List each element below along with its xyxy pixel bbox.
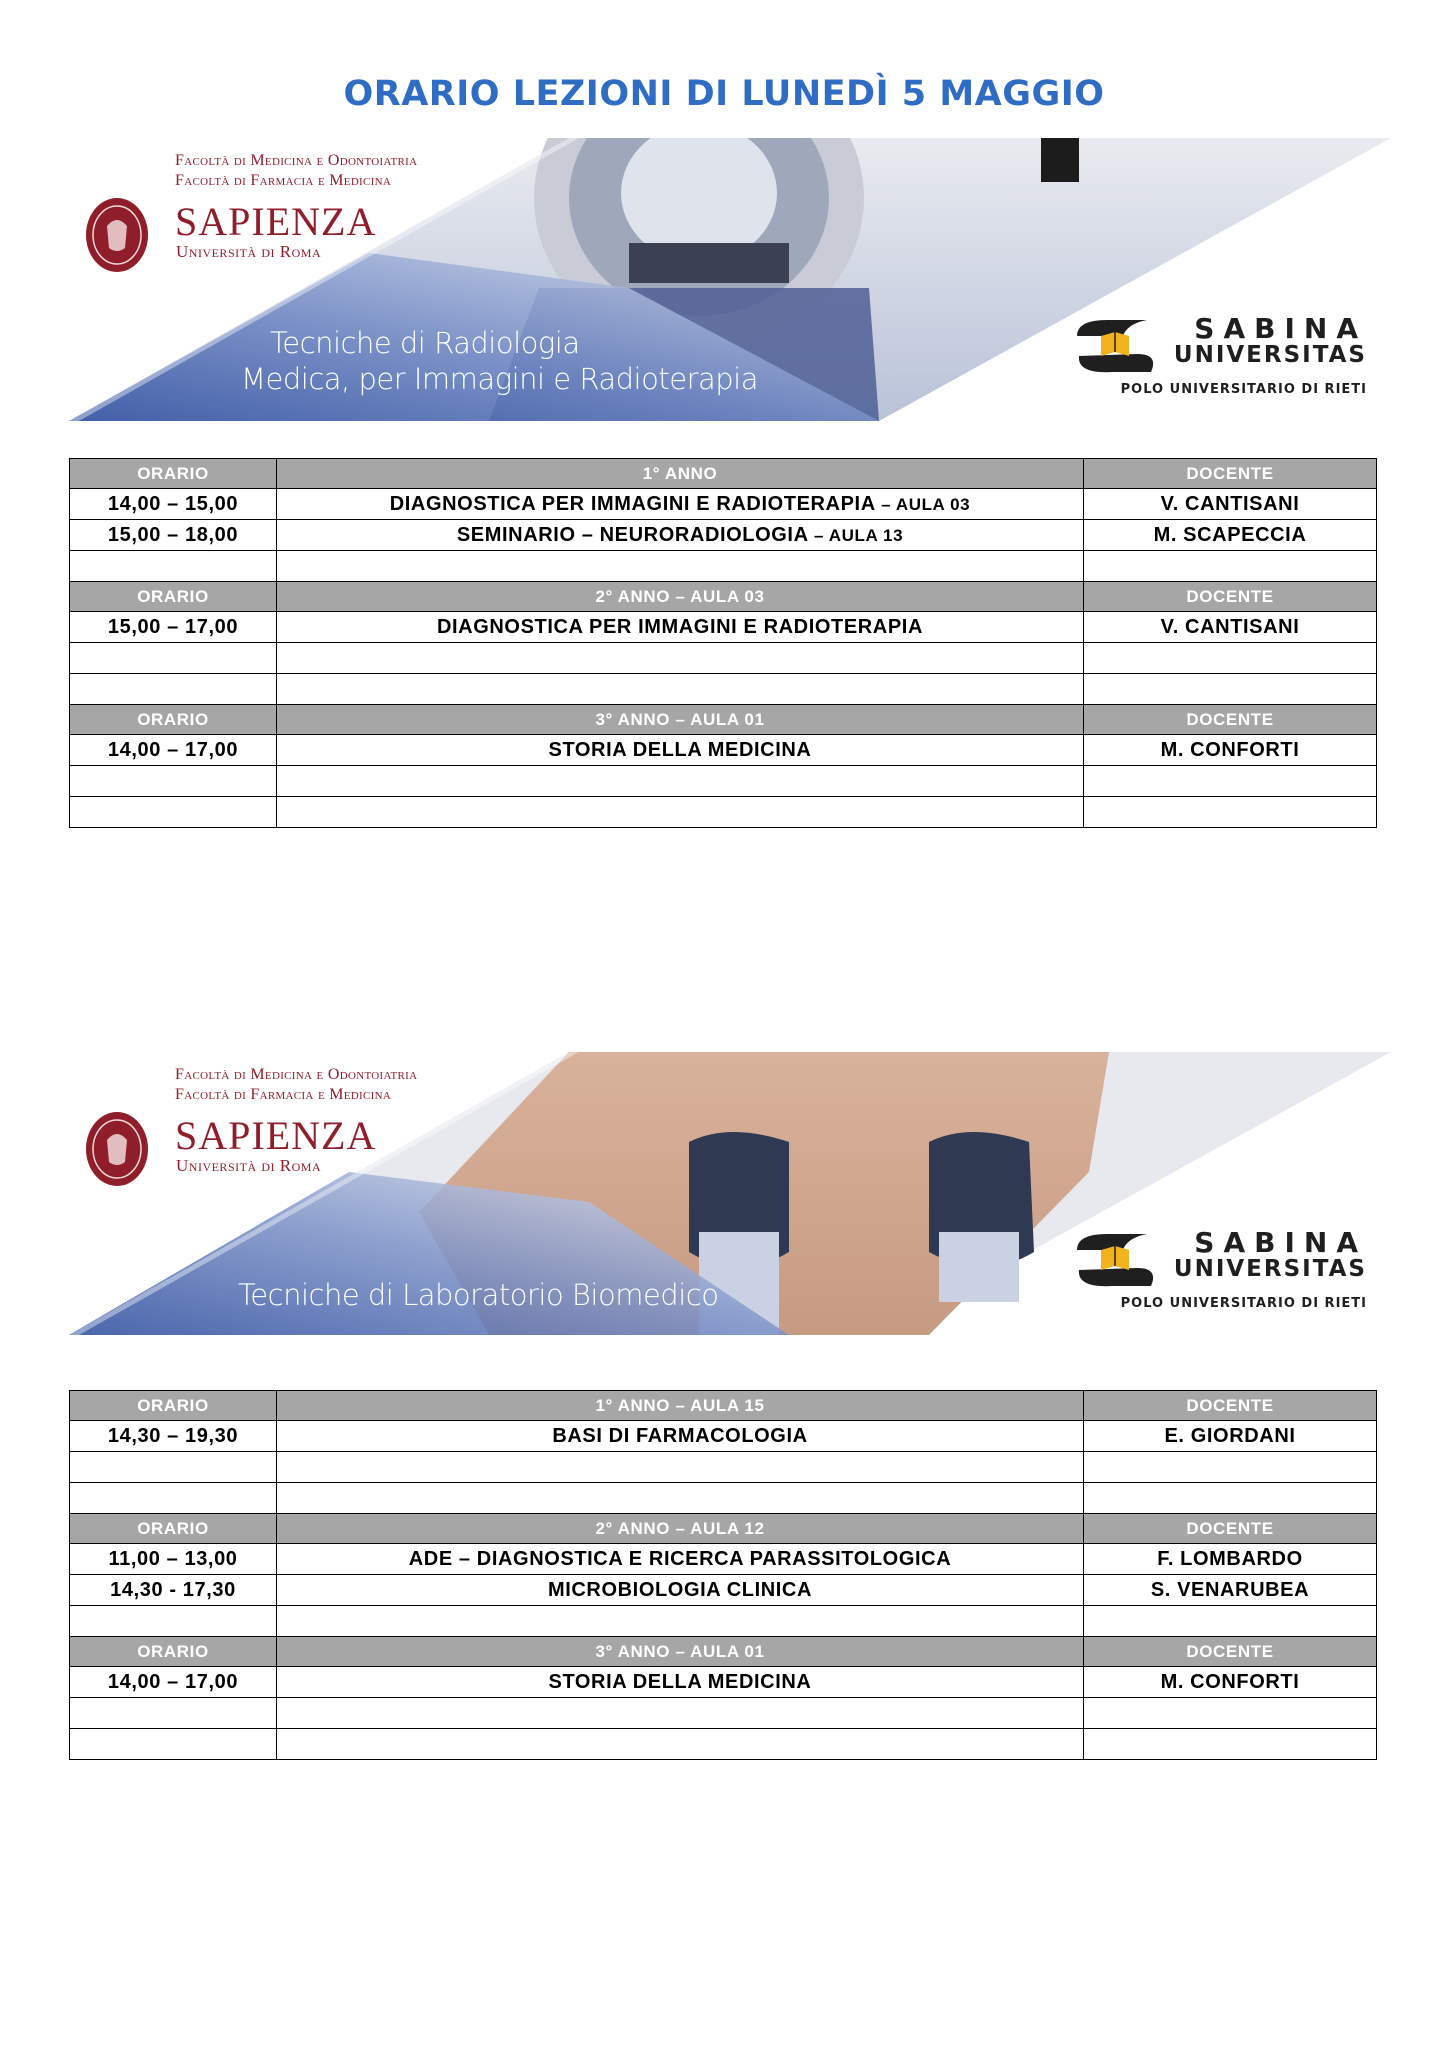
lesson-teacher: M. CONFORTI [1084,735,1377,766]
table-row [70,520,1377,551]
header-year: 3° ANNO – AULA 01 [277,1637,1084,1667]
course-room: – AULA 13 [808,525,904,545]
header-teacher: DOCENTE [1084,1637,1377,1667]
partner-name-1: SABINA [1194,312,1367,345]
course-name-line-1: Tecniche di Radiologia [270,326,580,360]
university-name: SAPIENZA [175,1113,377,1158]
table-row [70,1606,1377,1637]
university-name: SAPIENZA [175,199,377,244]
lesson-teacher [1084,1698,1377,1729]
table-header-row [70,582,1377,612]
table-row [70,797,1377,828]
lesson-course [277,551,1084,582]
lesson-teacher: S. VENARUBEA [1084,1575,1377,1606]
course-room: – AULA 03 [875,494,971,514]
sabina-book-icon [1067,1228,1163,1292]
lesson-teacher [1084,643,1377,674]
lesson-time [70,1698,277,1729]
lesson-teacher: V. CANTISANI [1084,612,1377,643]
lesson-course: STORIA DELLA MEDICINA [277,735,1084,766]
faculty-line-1: Facoltà di Medicina e Odontoiatria [175,1066,418,1083]
lesson-course: ADE – DIAGNOSTICA E RICERCA PARASSITOLOGICA [277,1544,1084,1575]
lesson-time: 14,30 - 17,30 [70,1575,277,1606]
table-row [70,1544,1377,1575]
sabina-universitas-logo [1067,1224,1367,1314]
header-time: ORARIO [70,1391,277,1421]
partner-sub: POLO UNIVERSITARIO DI RIETI [1120,1296,1367,1311]
table-row [70,674,1377,705]
lesson-teacher [1084,1483,1377,1514]
sapienza-seal-icon [85,196,149,274]
lesson-teacher [1084,674,1377,705]
university-sub: Università di Roma [176,1156,322,1175]
header-year: 2° ANNO – AULA 12 [277,1514,1084,1544]
lesson-teacher: E. GIORDANI [1084,1421,1377,1452]
table-row [70,643,1377,674]
table-header-row [70,459,1377,489]
lesson-time: 14,00 – 17,00 [70,1667,277,1698]
table-row [70,1421,1377,1452]
header-year: 3° ANNO – AULA 01 [277,705,1084,735]
lesson-course [277,1698,1084,1729]
header-teacher: DOCENTE [1084,1391,1377,1421]
faculty-line-1: Facoltà di Medicina e Odontoiatria [175,152,418,169]
sabina-universitas-logo [1067,310,1367,400]
lesson-teacher [1084,1729,1377,1760]
lesson-course [277,1452,1084,1483]
sapienza-seal-icon [85,1110,149,1188]
header-year: 1° ANNO [277,459,1084,489]
lesson-course [277,489,1084,520]
header-time: ORARIO [70,582,277,612]
lesson-course [277,643,1084,674]
table-header-row [70,705,1377,735]
lesson-course [277,520,1084,551]
course-name-line-2: Medica, per Immagini e Radioterapia [241,362,759,396]
header-teacher: DOCENTE [1084,1514,1377,1544]
partner-name-2: UNIVERSITAS [1173,1256,1367,1282]
table-row [70,1698,1377,1729]
lesson-time: 11,00 – 13,00 [70,1544,277,1575]
header-time: ORARIO [70,459,277,489]
header-teacher: DOCENTE [1084,459,1377,489]
lesson-teacher [1084,1452,1377,1483]
partner-name-1: SABINA [1194,1226,1367,1259]
header-teacher: DOCENTE [1084,705,1377,735]
lesson-teacher: M. SCAPECCIA [1084,520,1377,551]
lesson-course [277,1729,1084,1760]
faculty-line-2: Facoltà di Farmacia e Medicina [175,1086,392,1103]
table-row [70,612,1377,643]
schedule-table-radiology [69,458,1377,828]
lesson-course: STORIA DELLA MEDICINA [277,1667,1084,1698]
lesson-teacher [1084,1606,1377,1637]
header-teacher: DOCENTE [1084,582,1377,612]
table-header-row [70,1637,1377,1667]
university-sub: Università di Roma [176,242,322,261]
lesson-course: DIAGNOSTICA PER IMMAGINI E RADIOTERAPIA [277,612,1084,643]
sabina-book-icon [1067,314,1163,378]
table-row [70,735,1377,766]
lesson-time [70,1606,277,1637]
lesson-time: 15,00 – 17,00 [70,612,277,643]
lesson-time: 14,00 – 15,00 [70,489,277,520]
course-name-line-1: Tecniche di Laboratorio Biomedico [238,1278,719,1312]
header-time: ORARIO [70,705,277,735]
partner-sub: POLO UNIVERSITARIO DI RIETI [1120,382,1367,397]
lesson-teacher: F. LOMBARDO [1084,1544,1377,1575]
lesson-time [70,674,277,705]
banner-laboratory [69,1052,1391,1335]
lesson-course [277,766,1084,797]
lesson-teacher: V. CANTISANI [1084,489,1377,520]
lesson-course: BASI DI FARMACOLOGIA [277,1421,1084,1452]
partner-name-2: UNIVERSITAS [1173,342,1367,368]
header-year: 2° ANNO – AULA 03 [277,582,1084,612]
table-header-row [70,1391,1377,1421]
faculty-line-2: Facoltà di Farmacia e Medicina [175,172,392,189]
table-row [70,1667,1377,1698]
lesson-time [70,766,277,797]
lesson-course [277,1483,1084,1514]
banner-radiology [69,138,1391,421]
lesson-time [70,797,277,828]
lesson-teacher [1084,766,1377,797]
lesson-course [277,1606,1084,1637]
table-row [70,1452,1377,1483]
header-time: ORARIO [70,1637,277,1667]
table-row [70,551,1377,582]
lesson-teacher [1084,797,1377,828]
header-time: ORARIO [70,1514,277,1544]
lesson-teacher: M. CONFORTI [1084,1667,1377,1698]
schedule-table-laboratory [69,1390,1377,1760]
lesson-teacher [1084,551,1377,582]
lesson-time [70,1452,277,1483]
lesson-time: 15,00 – 18,00 [70,520,277,551]
course-title: SEMINARIO – NEURORADIOLOGIA [456,523,809,546]
lesson-time [70,643,277,674]
lesson-time [70,1729,277,1760]
table-row [70,1729,1377,1760]
lesson-time: 14,00 – 17,00 [70,735,277,766]
table-row [70,766,1377,797]
lesson-course [277,674,1084,705]
table-header-row [70,1514,1377,1544]
lesson-course [277,797,1084,828]
table-row [70,1575,1377,1606]
table-row [70,1483,1377,1514]
course-title: DIAGNOSTICA PER IMMAGINI E RADIOTERAPIA [389,492,876,515]
page-title: ORARIO LEZIONI DI LUNEDÌ 5 MAGGIO [343,74,1105,114]
lesson-time [70,551,277,582]
lesson-time: 14,30 – 19,30 [70,1421,277,1452]
header-year: 1° ANNO – AULA 15 [277,1391,1084,1421]
lesson-course: MICROBIOLOGIA CLINICA [277,1575,1084,1606]
table-row [70,489,1377,520]
lesson-time [70,1483,277,1514]
